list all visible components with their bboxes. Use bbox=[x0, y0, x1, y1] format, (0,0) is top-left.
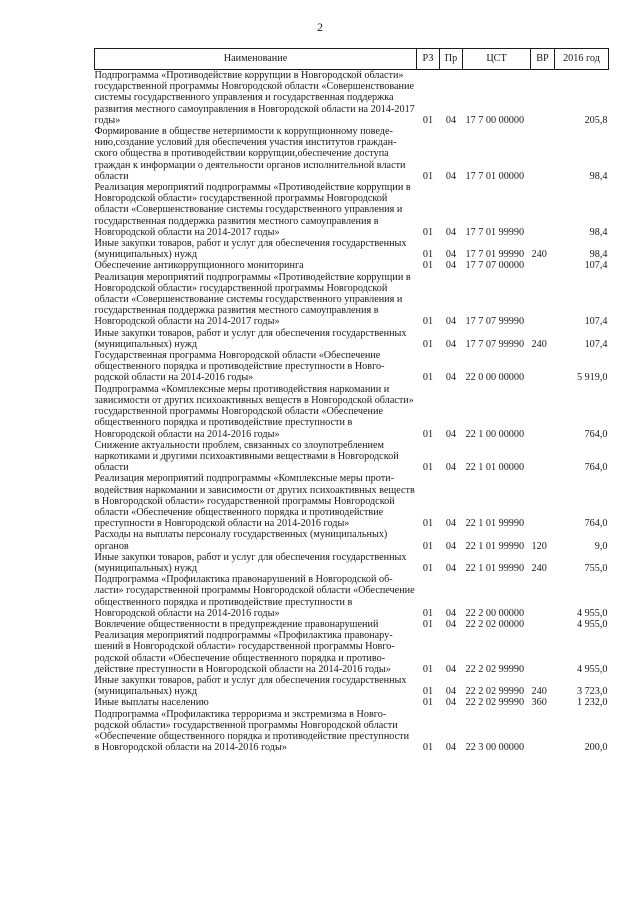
header-vr: ВР bbox=[531, 49, 555, 70]
row-vr bbox=[531, 272, 555, 328]
row-amount: 764,0 bbox=[584, 518, 608, 530]
row-amount: 98,4 bbox=[589, 249, 608, 261]
row-amount: 205,8 bbox=[584, 114, 608, 126]
header-pr: Пр bbox=[440, 49, 463, 70]
row-name: Подпрограмма «Профилактика правонарушений в Новгородской области» государственной программы Новгородской области «Обеспечение общественного порядка и противодействие преступности в Новгородской области на 2014-2016 годы» bbox=[94, 574, 415, 619]
page-number: 2 bbox=[317, 20, 323, 34]
table-row bbox=[95, 260, 609, 271]
row-pr: 04 bbox=[445, 686, 457, 698]
row-cst: 22 2 00 00000 bbox=[465, 607, 525, 619]
row-pr: 04 bbox=[445, 428, 457, 440]
row-cst: 22 1 01 99990 bbox=[465, 540, 525, 552]
row-vr: 240 bbox=[531, 338, 547, 350]
row-amount: 98,4 bbox=[589, 170, 608, 182]
row-name: Реализация мероприятий подпрограммы «Противодействие коррупции в Новгородской области» государственной программы Новгородской области «Совершенствование системы государственного управления и государственная поддержка развития местного самоуправления в Новгородской области на 2014-2017 годы» bbox=[94, 271, 411, 328]
row-pr: 04 bbox=[445, 316, 457, 328]
row-cst: 22 2 02 99990 bbox=[465, 663, 525, 675]
row-rz: 01 bbox=[422, 316, 434, 328]
row-rz: 01 bbox=[422, 562, 434, 574]
row-name: Подпрограмма «Профилактика терроризма и экстремизма в Новгородской области» государственной программы Новгородской области «Обеспечение общественного порядка и противодействие преступности в Новгородской области на 2014-2016 годы» bbox=[94, 708, 410, 754]
row-cst: 22 0 00 00000 bbox=[465, 372, 525, 384]
row-rz: 01 bbox=[422, 226, 434, 238]
row-pr: 04 bbox=[445, 663, 457, 675]
table-row bbox=[95, 529, 609, 551]
row-amount: 4 955,0 bbox=[576, 663, 608, 675]
table-row bbox=[95, 630, 609, 675]
row-pr: 04 bbox=[445, 518, 457, 530]
row-amount: 4 955,0 bbox=[576, 607, 608, 619]
row-amount: 107,4 bbox=[584, 260, 608, 272]
table-row bbox=[95, 126, 609, 182]
row-name: Иные закупки товаров, работ и услуг для обеспечения государственных (муниципальных) нужд bbox=[94, 238, 407, 261]
row-name: Государственная программа Новгородской области «Обеспечение общественного порядка и противодействие преступности в Новгородской области на 2014-2016 годы» bbox=[94, 350, 385, 384]
row-cst: 17 7 01 99990 bbox=[465, 249, 525, 261]
row-name: Реализация мероприятий подпрограммы «Профилактика правонарушений в Новгородской области» государственной программы Новгородской области «Обеспечение общественного порядка и противодействие преступности в Новгородской области на 2014-2016 годы» bbox=[94, 630, 395, 675]
row-amount: 9,0 bbox=[594, 540, 608, 552]
row-rz: 01 bbox=[422, 663, 434, 675]
row-amount: 764,0 bbox=[584, 428, 608, 440]
row-amount: 107,4 bbox=[584, 316, 608, 328]
row-name: Иные закупки товаров, работ и услуг для обеспечения государственных (муниципальных) нужд bbox=[94, 551, 407, 574]
row-amount: 200,0 bbox=[584, 742, 608, 754]
row-cst: 17 7 00 00000 bbox=[465, 114, 525, 126]
row-pr: 04 bbox=[445, 562, 457, 574]
row-name: Формирование в обществе нетерпимости к коррупционному поведению,создание условий для обеспечения участия институтов гражданского общества в противодействии коррупции,обеспечение доступа граждан к информации о деятельности органов исполнительной власти области bbox=[94, 126, 406, 182]
row-pr: 04 bbox=[445, 607, 457, 619]
row-pr: 04 bbox=[445, 618, 457, 630]
row-cst: 17 7 01 99990 bbox=[465, 226, 525, 238]
row-cst: 22 3 00 00000 bbox=[465, 742, 525, 754]
table-row bbox=[95, 709, 609, 754]
row-pr: 04 bbox=[445, 697, 457, 709]
row-pr: 04 bbox=[445, 540, 457, 552]
table-row bbox=[95, 574, 609, 619]
row-rz: 01 bbox=[422, 260, 434, 272]
row-amount: 764,0 bbox=[584, 462, 608, 474]
row-vr bbox=[531, 384, 555, 440]
row-pr: 04 bbox=[445, 338, 457, 350]
row-name: Расходы на выплаты персоналу государственных (муниципальных) органов bbox=[94, 529, 388, 552]
row-vr bbox=[531, 126, 555, 182]
row-name: Иные закупки товаров, работ и услуг для обеспечения государственных (муниципальных) нужд bbox=[94, 327, 407, 350]
row-name: Обеспечение антикоррупционного мониторинга bbox=[94, 260, 304, 272]
table-row bbox=[95, 238, 609, 260]
row-amount: 755,0 bbox=[584, 562, 608, 574]
row-cst: 17 7 01 00000 bbox=[465, 170, 525, 182]
table-row bbox=[95, 552, 609, 574]
row-rz: 01 bbox=[422, 372, 434, 384]
row-pr: 04 bbox=[445, 249, 457, 261]
row-rz: 01 bbox=[422, 249, 434, 261]
row-rz: 01 bbox=[422, 428, 434, 440]
row-amount: 3 723,0 bbox=[576, 686, 608, 698]
row-rz: 01 bbox=[422, 114, 434, 126]
row-cst: 17 7 07 99990 bbox=[465, 338, 525, 350]
row-vr bbox=[531, 182, 555, 238]
row-cst: 22 2 02 99990 bbox=[465, 686, 525, 698]
row-pr: 04 bbox=[445, 742, 457, 754]
row-pr: 04 bbox=[445, 114, 457, 126]
row-cst: 22 2 02 00000 bbox=[465, 618, 525, 630]
row-rz: 01 bbox=[422, 742, 434, 754]
row-cst: 22 1 01 00000 bbox=[465, 462, 525, 474]
table-row bbox=[95, 70, 609, 127]
budget-table bbox=[94, 48, 609, 753]
row-pr: 04 bbox=[445, 462, 457, 474]
table-row bbox=[95, 328, 609, 350]
row-vr bbox=[531, 440, 555, 474]
row-name: Подпрограмма «Противодействие коррупции в Новгородской области» государственной программы Новгородской области «Совершенствование системы государственного управления и государственная поддержка развития местного самоуправления в Новгородской области на 2014-2017 годы» bbox=[94, 70, 415, 126]
row-name: Иные выплаты населению bbox=[94, 697, 209, 709]
table-body bbox=[95, 70, 609, 754]
row-pr: 04 bbox=[445, 226, 457, 238]
row-vr bbox=[531, 70, 555, 127]
row-cst: 17 7 07 00000 bbox=[465, 260, 525, 272]
row-vr: 240 bbox=[531, 686, 547, 698]
header-rz: РЗ bbox=[417, 49, 440, 70]
row-vr: 360 bbox=[531, 697, 547, 709]
row-vr bbox=[531, 350, 555, 384]
row-amount: 5 919,0 bbox=[576, 372, 608, 384]
row-vr bbox=[531, 473, 555, 529]
row-vr: 240 bbox=[531, 249, 547, 261]
row-vr: 120 bbox=[531, 540, 547, 552]
table-row bbox=[95, 675, 609, 697]
row-name: Вовлечение общественности в предупреждение правонарушений bbox=[94, 618, 379, 630]
row-name: Реализация мероприятий подпрограммы «Противодействие коррупции в Новгородской области» государственной программы Новгородской области «Совершенствование системы государственного управления и государственная поддержка развития местного самоуправления в Новгородской области на 2014-2017 годы» bbox=[94, 182, 411, 238]
row-name: Подпрограмма «Комплексные меры противодействия наркомании и зависимости от других психоактивных веществ в Новгородской области» государственной программы Новгородской области «Обеспечение общественного порядка и противодействие преступности в Новгородской области на 2014-2016 годы» bbox=[94, 383, 414, 440]
row-vr bbox=[531, 574, 555, 619]
row-pr: 04 bbox=[445, 372, 457, 384]
table-row bbox=[95, 473, 609, 529]
row-rz: 01 bbox=[422, 540, 434, 552]
row-cst: 22 2 02 99990 bbox=[465, 697, 525, 709]
row-rz: 01 bbox=[422, 607, 434, 619]
row-amount: 1 232,0 bbox=[576, 697, 608, 709]
row-vr bbox=[531, 619, 555, 630]
row-vr bbox=[531, 709, 555, 754]
row-name: Реализация мероприятий подпрограммы «Комплексные меры противодействия наркомании и зависимости от других психоактивных веществ в Новгородской области» государственной программы Новгородской области «Обеспечение общественного порядка и противодействие преступности в Новгородской области на 2014-2016 годы» bbox=[94, 473, 415, 530]
row-rz: 01 bbox=[422, 462, 434, 474]
row-cst: 17 7 07 99990 bbox=[465, 316, 525, 328]
row-vr: 240 bbox=[531, 562, 547, 574]
header-cst: ЦСТ bbox=[463, 49, 531, 70]
table-row bbox=[95, 350, 609, 384]
row-rz: 01 bbox=[422, 518, 434, 530]
row-vr bbox=[531, 630, 555, 675]
row-name: Снижение актуальности проблем, связанных со злоупотреблением наркотиками и другими психоактивными веществами в Новгородской области bbox=[94, 439, 399, 474]
table-header-row bbox=[95, 49, 609, 70]
header-year: 2016 год bbox=[555, 49, 609, 70]
row-pr: 04 bbox=[445, 170, 457, 182]
row-cst: 22 1 01 99990 bbox=[465, 562, 525, 574]
header-name: Наименование bbox=[95, 49, 417, 70]
table-row bbox=[95, 697, 609, 708]
row-amount: 98,4 bbox=[589, 226, 608, 238]
table-row bbox=[95, 384, 609, 440]
row-amount: 4 955,0 bbox=[576, 618, 608, 630]
row-vr bbox=[531, 260, 555, 271]
row-cst: 22 1 01 99990 bbox=[465, 518, 525, 530]
table-row bbox=[95, 272, 609, 328]
table-row bbox=[95, 182, 609, 238]
row-rz: 01 bbox=[422, 338, 434, 350]
row-rz: 01 bbox=[422, 686, 434, 698]
row-rz: 01 bbox=[422, 697, 434, 709]
row-cst: 22 1 00 00000 bbox=[465, 428, 525, 440]
row-pr: 04 bbox=[445, 260, 457, 272]
row-amount: 107,4 bbox=[584, 338, 608, 350]
row-name: Иные закупки товаров, работ и услуг для обеспечения государственных (муниципальных) нужд bbox=[94, 674, 407, 698]
table-row bbox=[95, 619, 609, 630]
row-rz: 01 bbox=[422, 170, 434, 182]
row-rz: 01 bbox=[422, 618, 434, 630]
table-row bbox=[95, 440, 609, 474]
